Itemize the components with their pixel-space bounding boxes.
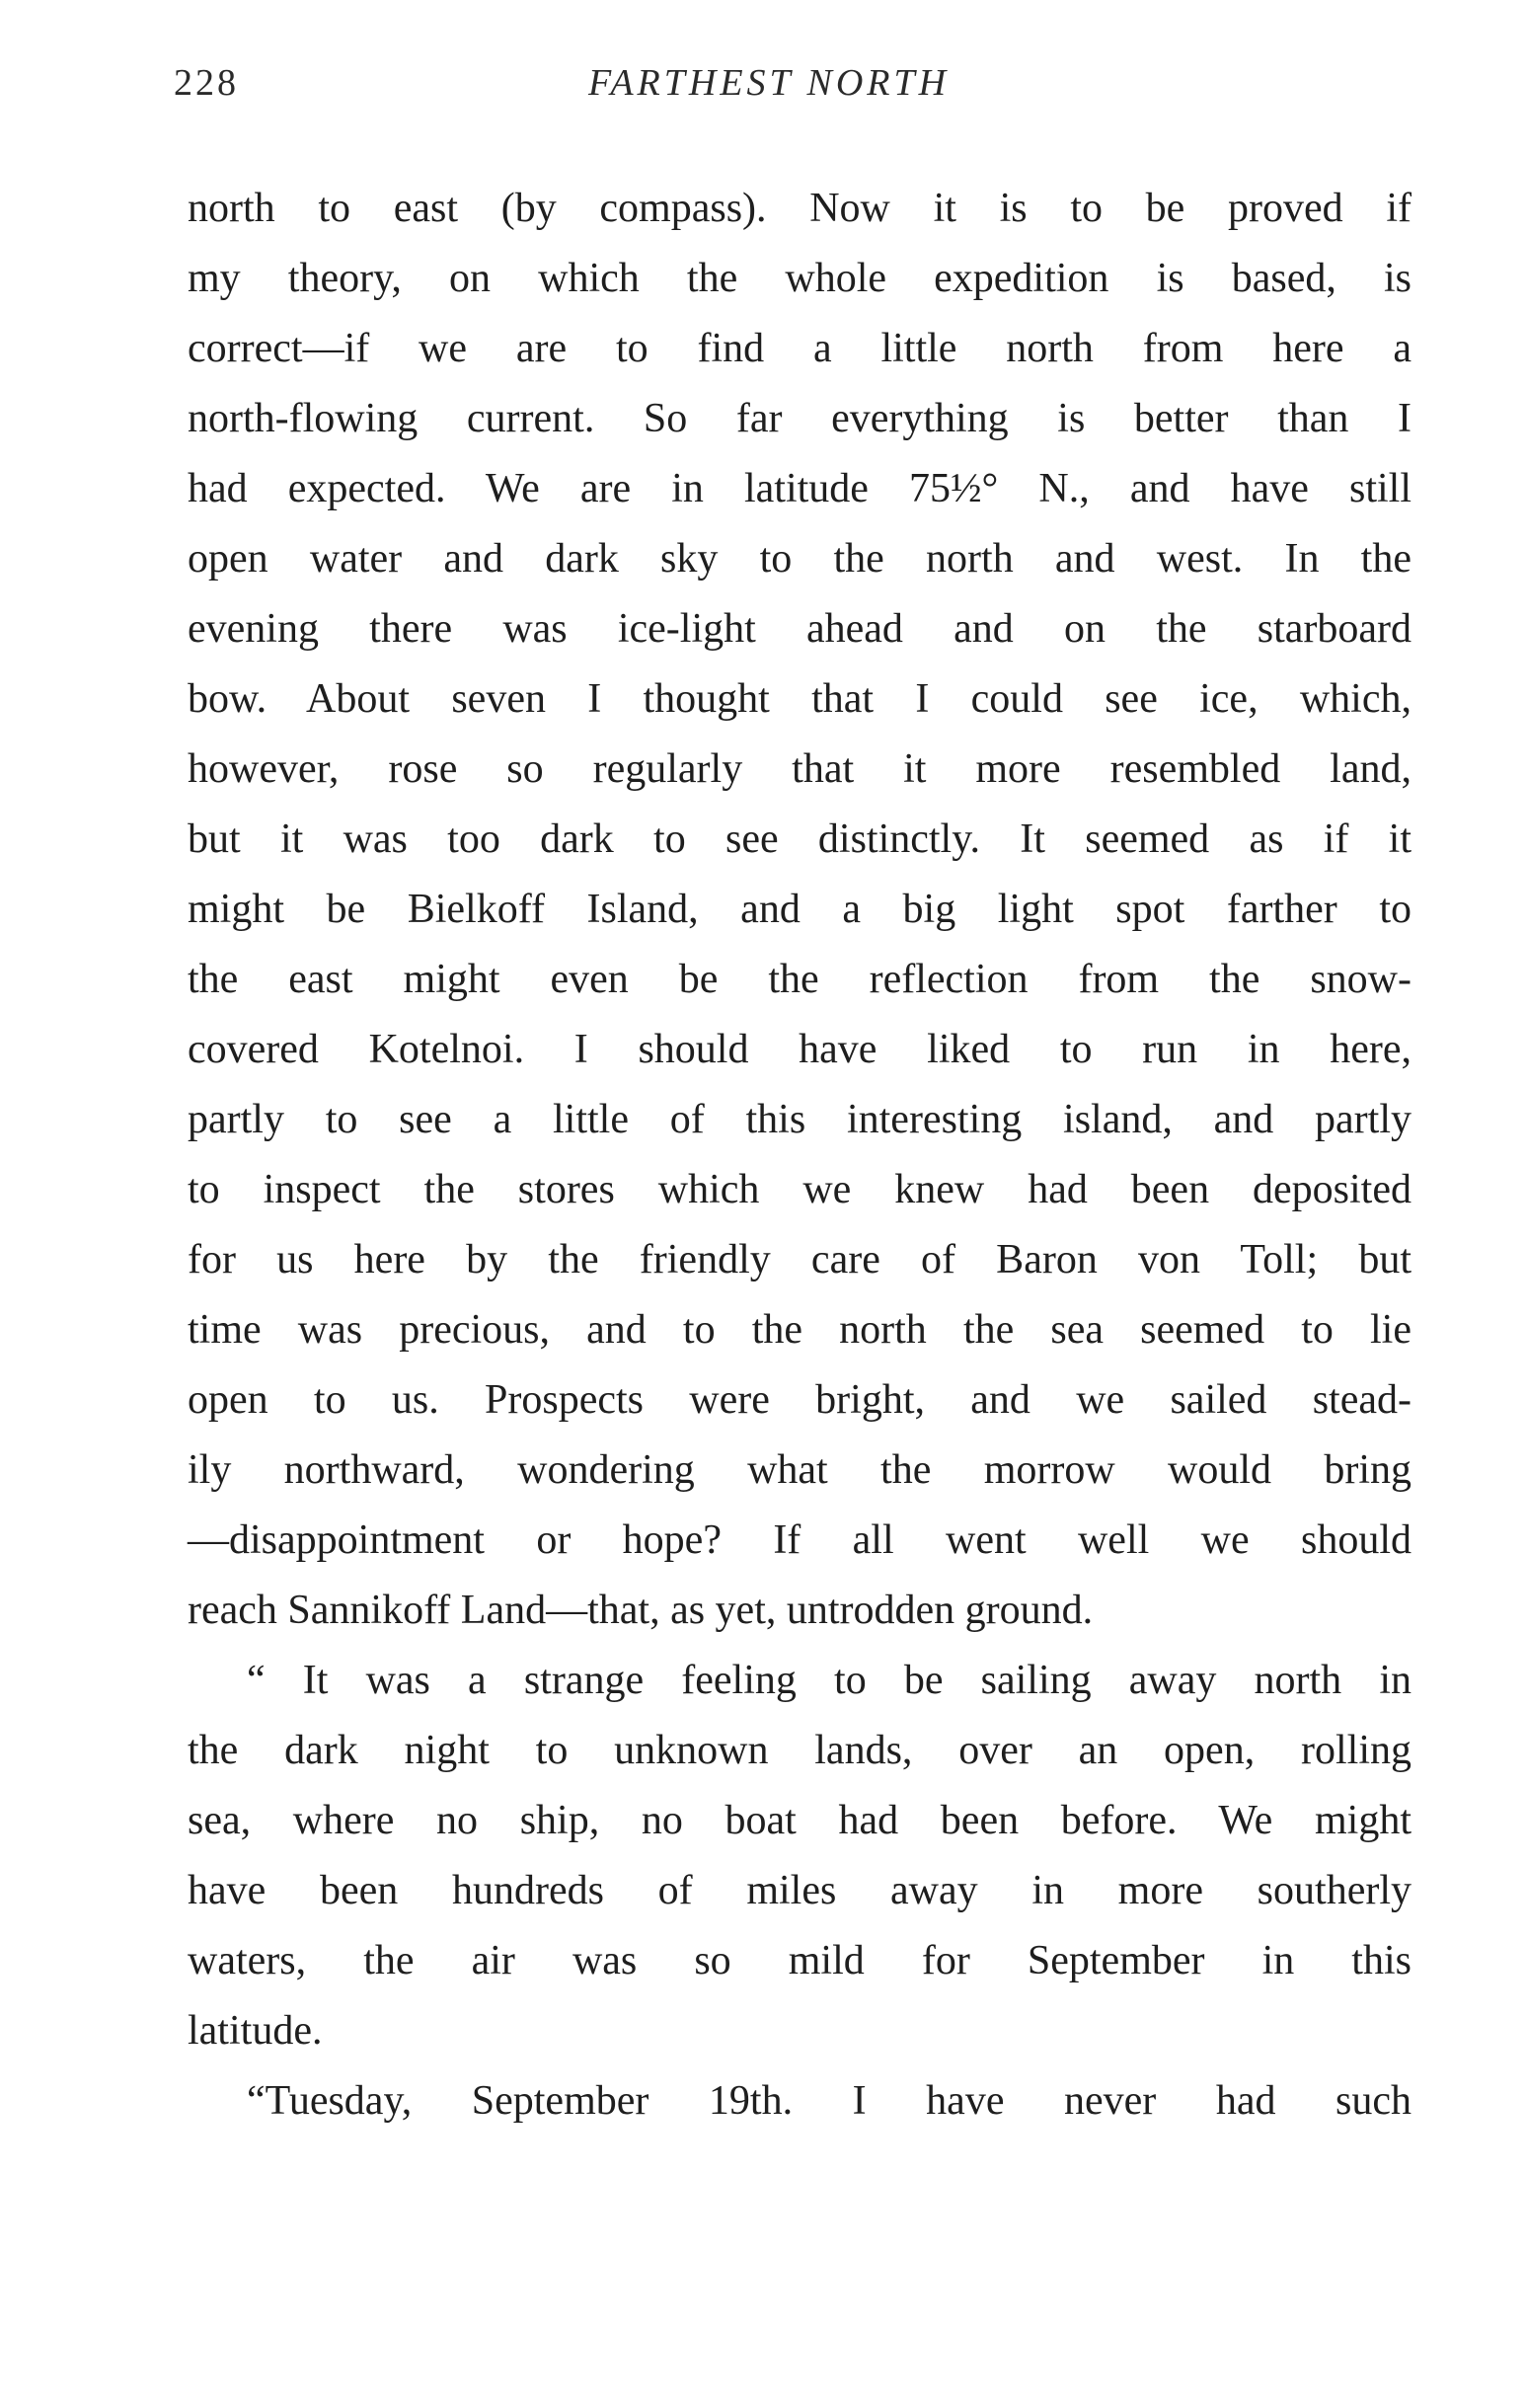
text-line: latitude. — [188, 2008, 323, 2054]
text-line: but it was too dark to see distinctly. It seemed as if it — [188, 816, 1412, 862]
text-line: my theory, on which the whole expedition is based, is — [188, 256, 1412, 301]
text-line: bow. About seven I thought that I could see ice, which, — [188, 676, 1412, 722]
text-line: open water and dark sky to the north and west. In the — [188, 536, 1412, 582]
running-title: FARTHEST NORTH — [588, 62, 951, 104]
text-line: the east might even be the reflection from the snow- — [188, 957, 1412, 1002]
text-line: might be Bielkoff Island, and a big light spot farther to — [188, 887, 1412, 932]
paragraph-start-line: “ It was a strange feeling to be sailing away north in — [247, 1658, 1412, 1703]
text-line: north-flowing current. So far everything is better than I — [188, 396, 1412, 441]
text-line: evening there was ice-light ahead and on the starboard — [188, 606, 1412, 652]
text-line: the dark night to unknown lands, over an open, rolling — [188, 1728, 1412, 1773]
text-line: for us here by the friendly care of Baron von Toll; but — [188, 1237, 1412, 1282]
text-line: have been hundreds of miles away in more southerly — [188, 1868, 1412, 1913]
text-line: covered Kotelnoi. I should have liked to run in here, — [188, 1027, 1412, 1072]
text-line: correct—if we are to find a little north from here a — [188, 326, 1412, 371]
text-line: north to east (by compass). Now it is to be proved if — [188, 186, 1412, 231]
text-line: to inspect the stores which we knew had been deposited — [188, 1167, 1412, 1212]
text-line: ily northward, wondering what the morrow would bring — [188, 1447, 1412, 1493]
body-text — [188, 174, 1412, 2136]
paragraph-start-line: “Tuesday, September 19th. I have never had such — [247, 2078, 1412, 2124]
text-line: time was precious, and to the north the sea seemed to lie — [188, 1307, 1412, 1353]
text-line: had expected. We are in latitude 75½° N., and have still — [188, 466, 1412, 511]
text-line: however, rose so regularly that it more resembled land, — [188, 746, 1412, 792]
text-line: —disappointment or hope? If all went well we should — [188, 1517, 1412, 1563]
text-line: sea, where no ship, no boat had been before. We might — [188, 1798, 1412, 1843]
text-line: open to us. Prospects were bright, and we sailed stead- — [188, 1377, 1412, 1423]
text-line: reach Sannikoff Land—that, as yet, untrodden ground. — [188, 1588, 1094, 1633]
text-line: waters, the air was so mild for September in this — [188, 1938, 1412, 1983]
text-line: partly to see a little of this interesting island, and partly — [188, 1097, 1412, 1142]
running-head — [174, 61, 1408, 120]
page-number: 228 — [174, 62, 239, 104]
